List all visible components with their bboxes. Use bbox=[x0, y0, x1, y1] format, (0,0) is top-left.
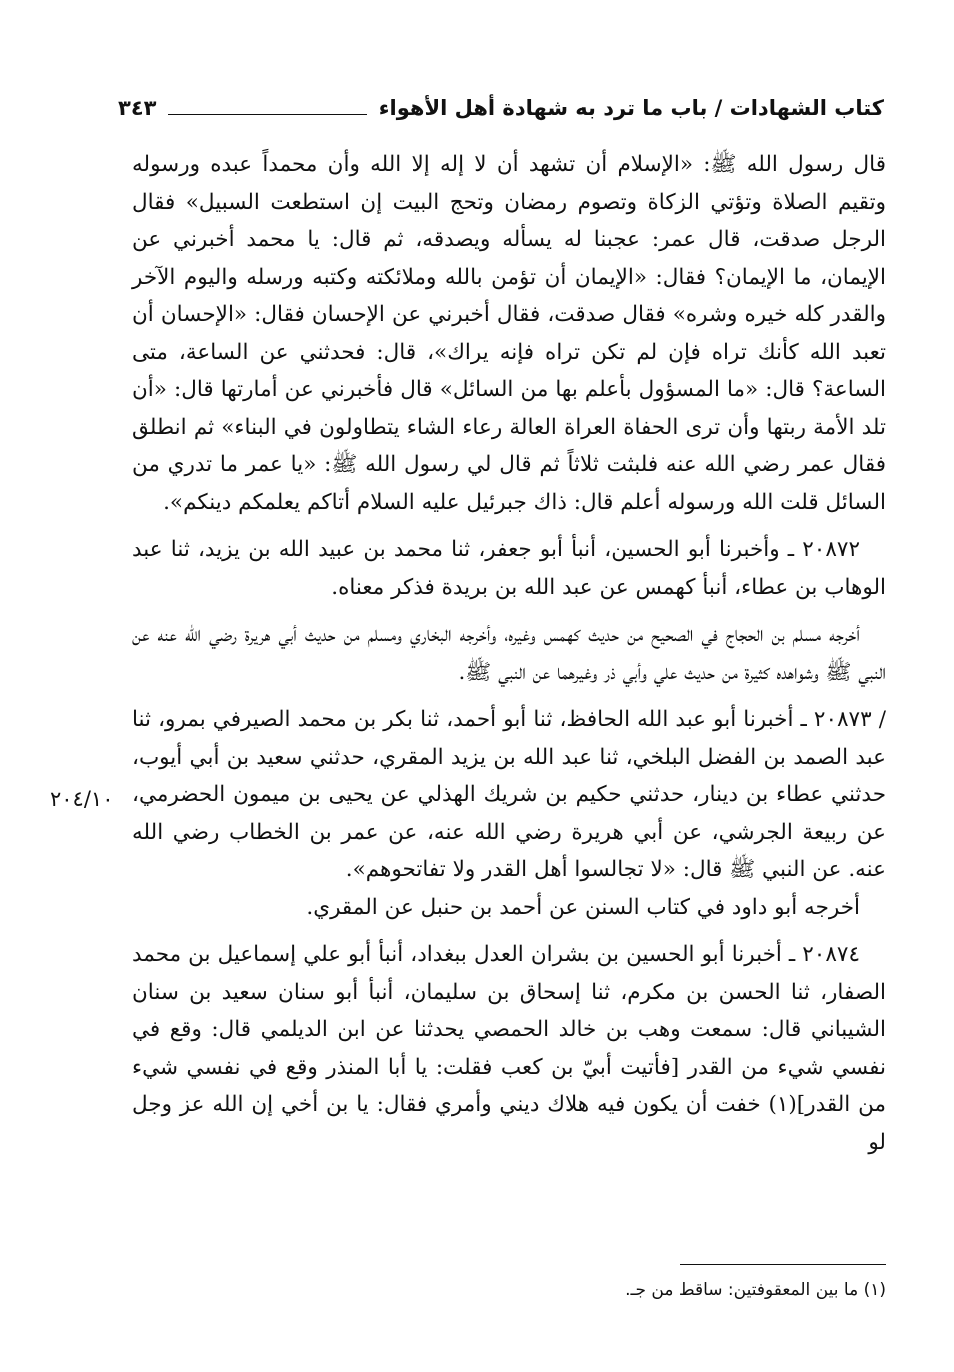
main-text bbox=[132, 146, 886, 1161]
paragraph-takhrij-1: أخرجه مسلم بن الحجاج في الصحيح من حديث كهمس وغيره، وأخرجه البخاري ومسلم من حديث أبي هريرة رضي الله عنه عن النبي ﷺ وشواهده كثيرة من حديث علي وأبي ذر وغيرهما عن النبي ﷺ. bbox=[132, 622, 886, 685]
paragraph-takhrij-2: أخرجه أبو داود في كتاب السنن عن أحمد بن حنبل عن المقري. bbox=[306, 894, 860, 920]
paragraph-20873: / ٢٠٨٧٣ ـ أخبرنا أبو عبد الله الحافظ، ثنا أبو أحمد، ثنا بكر بن محمد الصيرفي بمرو، ثنا عبد الصمد بن الفضل البلخي، ثنا عبد الله بن يزيد المقري، حدثني سعيد بن أبي أيوب، حدثني عطاء بن دينار، حدثني حكيم بن شريك الهذلي عن يحيى بن ميمون الحضرمي، عن ربيعة الجرشي، عن أبي هريرة رضي الله عنه، عن عمر بن الخطاب رضي الله عنه. عن النبي ﷺ قال: «لا تجالسوا أهل القدر ولا تفاتحوهم». bbox=[132, 707, 886, 882]
paragraph-20874: ٢٠٨٧٤ ـ أخبرنا أبو الحسين بن بشران العدل ببغداد، أنبأ أبو علي إسماعيل بن محمد الصفار، ثنا الحسن بن مكرم، ثنا إسحاق بن سليمان، أنبأ أبو سنان سعيد بن سنان الشيباني قال: سمعت وهب بن خالد الحمصي يحدثنا عن ابن الديلمي قال: وقع في نفسي شيء من القدر [فأتيت أبيّ بن كعب فقلت: يا أبا المنذر وقع في نفسي شيء من القدر](١) خفت أن يكون فيه هلاك ديني وأمري فقال: يا بن أخي إن الله عز وجل لو bbox=[132, 942, 886, 1155]
running-header bbox=[118, 88, 884, 128]
page-number: ٣٤٣ bbox=[118, 96, 157, 120]
header-rule bbox=[168, 114, 366, 115]
header-title: كتاب الشهادات / باب ما ترد به شهادة أهل الأهواء bbox=[378, 96, 884, 120]
paragraph-hadith-text: قال رسول الله ﷺ: «الإسلام أن تشهد أن لا إله إلا الله وأن محمداً عبده ورسوله وتقيم الصلاة وتؤتي الزكاة وتصوم رمضان وتحج البيت إن استطعت السبيل» فقال الرجل صدقت، قال عمر: عجبنا له يسأله ويصدقه، ثم قال: يا محمد أخبرني عن الإيمان، ما الإيمان؟ فقال: «الإيمان أن تؤمن بالله وملائكته وكتبه ورسله واليوم الآخر والقدر كله خيره وشره» فقال صدقت، فقال أخبرني عن الإحسان فقال: «الإحسان أن تعبد الله كأنك تراه فإن لم تكن تراه فإنه يراك»، قال: فحدثني عن الساعة، متى الساعة؟ قال: «ما المسؤول بأعلم بها من السائل» قال فأخبرني عن أمارتها قال: «أن تلد الأمة ربتها وأن ترى الحفاة العراة العالة رعاء الشاء يتطاولون في البناء» ثم انطلق فقال عمر رضي الله عنه فلبثت ثلاثاً ثم قال لي رسول الله ﷺ: «يا عمر ما تدري من السائل قلت الله ورسوله أعلم قال: ذاك جبرئيل عليه السلام أتاكم يعلمكم دينكم». bbox=[132, 152, 886, 515]
margin-reference: ٢٠٤/١٠ bbox=[50, 787, 114, 811]
footnote-rule bbox=[680, 1264, 886, 1265]
footnote: (١) ما بين المعقوفتين: ساقط من جـ. bbox=[625, 1280, 886, 1300]
paragraph-20872: ٢٠٨٧٢ ـ وأخبرنا أبو الحسين، أنبأ أبو جعفر، ثنا محمد بن عبيد الله بن يزيد، ثنا عبد الوهاب بن عطاء، أنبأ كهمس عن عبد الله بن بريدة فذكر معناه. bbox=[132, 537, 886, 600]
